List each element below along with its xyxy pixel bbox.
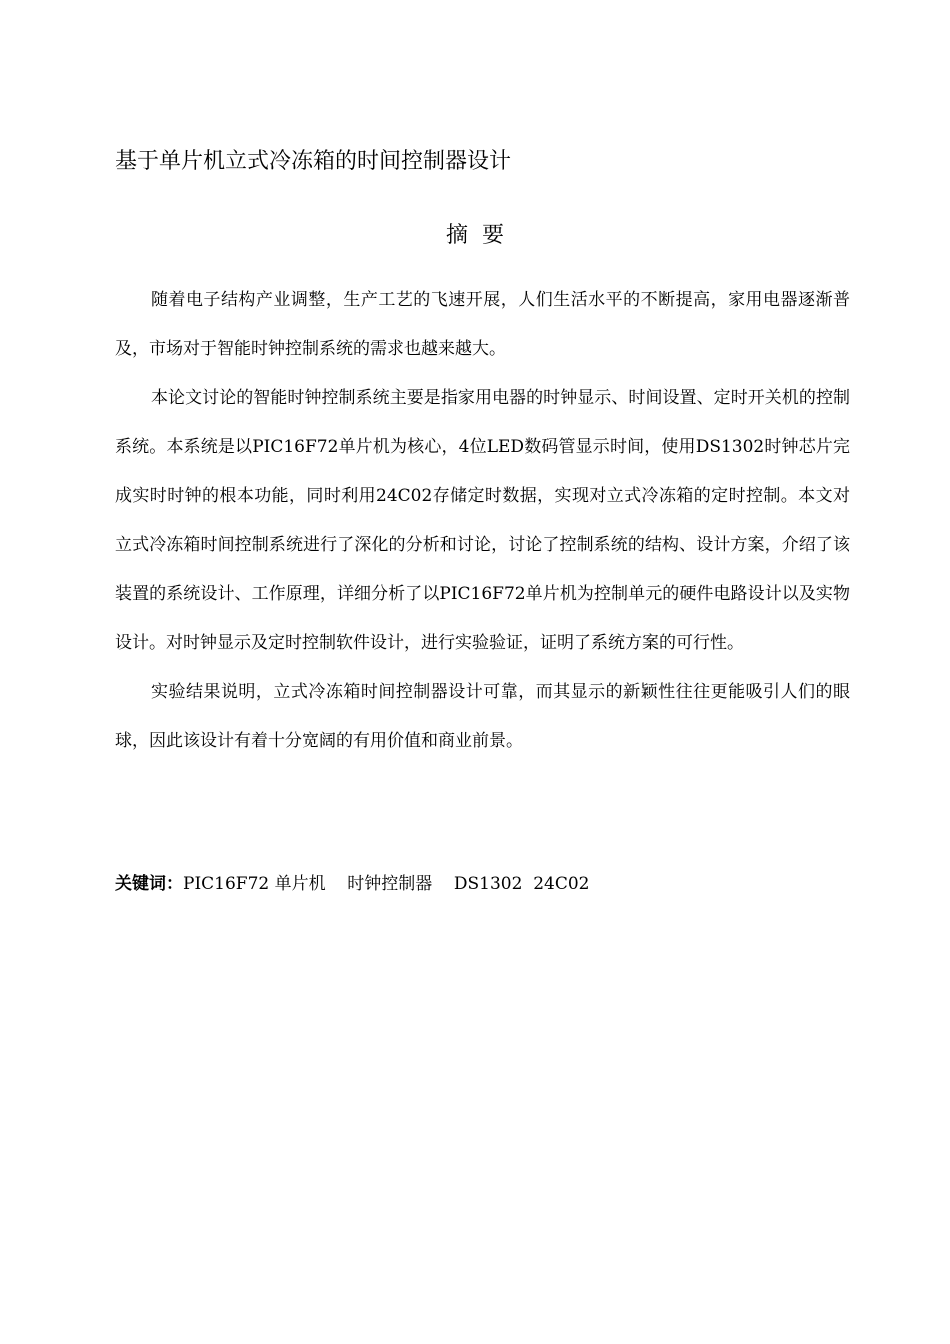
- keywords-line: [115, 870, 589, 898]
- abstract-paragraph-1: 随着电子结构产业调整，生产工艺的飞速开展，人们生活水平的不断提高，家用电器逐渐普及，市场对于智能时钟控制系统的需求也越来越大。: [115, 290, 850, 359]
- abstract-heading: 摘要: [445, 223, 518, 248]
- document-title: 基于单片机立式冷冻箱的时间控制器设计: [115, 149, 512, 174]
- keywords-text: PIC16F72 单片机 时钟控制器 DS1302 24C02: [183, 874, 590, 894]
- keywords-label: 关键词：: [115, 874, 183, 894]
- abstract-paragraph-3: 实验结果说明，立式冷冻箱时间控制器设计可靠，而其显示的新颖性往往更能吸引人们的眼球，因此该设计有着十分宽阔的有用价值和商业前景。: [115, 682, 850, 751]
- abstract-paragraph-2: 本论文讨论的智能时钟控制系统主要是指家用电器的时钟显示、时间设置、定时开关机的控制系统。本系统是以PIC16F72单片机为核心，4位LED数码管显示时间，使用DS1302时钟芯片完成实时时钟的根本功能，同时利用24C02存储定时数据，实现对立式冷冻箱的定时控制。本文对立式冷冻箱时间控制系统进行了深化的分析和讨论，讨论了控制系统的结构、设计方案，介绍了该装置的系统设计、工作原理，详细分析了以PIC16F72单片机为控制单元的硬件电路设计以及实物设计。对时钟显示及定时控制软件设计，进行实验验证，证明了系统方案的可行性。: [115, 388, 850, 653]
- abstract-body: [115, 276, 850, 766]
